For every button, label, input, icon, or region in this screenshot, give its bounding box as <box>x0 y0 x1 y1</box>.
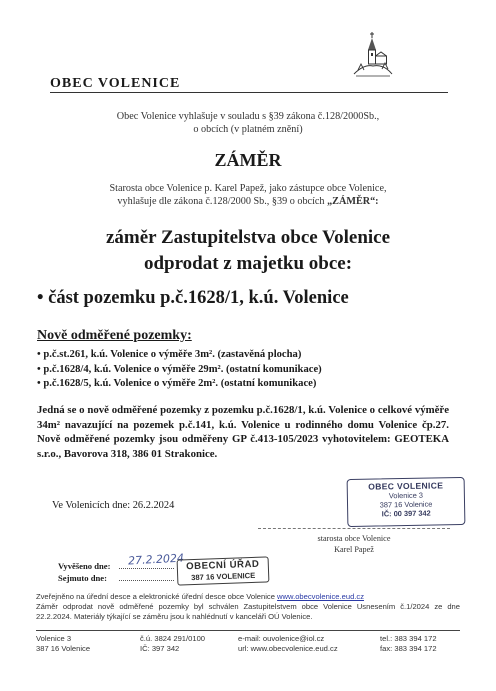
village-church-logo <box>352 30 394 80</box>
footer-address-2: 387 16 Volenice <box>36 644 91 653</box>
footer-email[interactable]: e-mail: ouvolenice@iol.cz <box>238 634 325 643</box>
plot-list <box>37 348 322 392</box>
posted-label: Vyvěšeno dne: <box>58 561 111 571</box>
mayor-line-1: Starosta obce Volenice p. Karel Papež, jako zástupce obce Volenice, <box>109 183 387 194</box>
signature-name: Karel Papež <box>334 545 374 554</box>
plot-item: • p.č.1628/5, k.ú. Volenice o výměře 2m². (ostatní komunikace) <box>37 378 317 389</box>
headline-line-2: odprodat z majetku obce: <box>143 253 353 274</box>
office-stamp-line-2: 387 16 Volenice <box>379 499 433 510</box>
signature-role: starosta obce Volenice <box>317 534 391 543</box>
intent-headline <box>20 225 476 277</box>
footer-address-1: Volenice 3 <box>36 634 72 643</box>
headline-line-1: záměr Zastupitelstva obce Volenice <box>105 227 391 248</box>
mayor-line-2 <box>60 195 436 208</box>
footer-tel: tel.: 383 394 172 <box>380 634 437 643</box>
footer-fax: fax: 383 394 172 <box>380 644 437 653</box>
office-stamp-line-3: IČ: 00 397 342 <box>381 508 431 519</box>
removed-date-line <box>119 580 174 581</box>
plot-item: • p.č.st.261, k.ú. Volenice o výměře 3m². (zastavěná plocha) <box>37 349 302 360</box>
mayor-statement <box>60 182 436 208</box>
notice-board-link[interactable]: www.obecvolenice.eud.cz <box>277 592 365 601</box>
office-stamp <box>347 477 466 527</box>
municipal-stamp-title: OBECNÍ ÚŘAD <box>186 558 260 573</box>
municipality-title: OBEC VOLENICE <box>50 76 181 91</box>
footer-rule <box>36 630 460 631</box>
posted-date-line <box>119 568 174 569</box>
municipal-office-stamp <box>177 556 270 585</box>
intro-text <box>60 110 436 136</box>
main-parcel-bullet: • část pozemku p.č.1628/1, k.ú. Volenice <box>37 288 349 308</box>
footer-account: č.ú. 3824 291/0100 <box>140 634 206 643</box>
signature-caption <box>258 533 450 555</box>
footer-bank <box>140 634 205 654</box>
footer-phone <box>380 634 437 654</box>
mayor-line-2-bold: „ZÁMĚR“: <box>327 196 379 207</box>
note-text-1: Zveřejněno na úřední desce a elektronické úřední desce obce Volenice <box>36 592 278 601</box>
posted-date-handwritten: 27.2.2024 <box>127 551 185 568</box>
footer-web[interactable]: url: www.obecvolenice.eud.cz <box>238 644 338 653</box>
municipal-stamp-address: 387 16 VOLENICE <box>190 570 256 582</box>
intro-line-2: o obcích (v platném znění) <box>193 124 303 135</box>
footer-address <box>36 634 90 654</box>
new-plots-heading: Nově odměřené pozemky: <box>37 328 192 343</box>
office-stamp-line-1: Volenice 3 <box>388 490 424 501</box>
footer-ic: IČ: 397 342 <box>140 644 180 653</box>
removed-label: Sejmuto dne: <box>58 573 107 583</box>
note-text-2: Záměr odprodat nově odměřené pozemky byl schválen Zastupitelstvem obce Volenice Usnesením č.1/2024 ze dne 22.2.2024. Materiály týkající se záměru jsou k nahlédnutí v kanceláři OÚ Volenice. <box>36 602 460 622</box>
signature-line <box>258 528 450 529</box>
plot-item: • p.č.1628/4, k.ú. Volenice o výměře 29m². (ostatní komunikace) <box>37 363 322 375</box>
issue-date: Ve Volenicích dne: 26.2.2024 <box>52 500 175 511</box>
office-stamp-title: OBEC VOLENICE <box>368 480 444 492</box>
description-paragraph: Jedná se o nově odměřené pozemky z pozemku p.č.1628/1, k.ú. Volenice o celkové výměře 34m² navazující na pozemek p.č.141, k.ú. Volenice u rodinného domu Volenice čp.27. Nově odměřené pozemky jsou odměřeny GP č.413-105/2023 vyhotovitelem: GEOTEKA s.r.o., Bavorova 318, 386 01 Strakonice. <box>37 404 449 460</box>
intro-line-1: Obec Volenice vyhlašuje v souladu s §39 zákona č.128/2000Sb., <box>116 111 380 122</box>
mayor-line-2-text: vyhlašuje dle zákona č.128/2000 Sb., §39 o obcích <box>117 196 328 207</box>
posting-labels <box>58 560 110 584</box>
header-rule <box>50 92 448 93</box>
document-title: ZÁMĚR <box>214 150 282 170</box>
footer-contact <box>238 634 338 654</box>
publication-note <box>36 592 460 623</box>
